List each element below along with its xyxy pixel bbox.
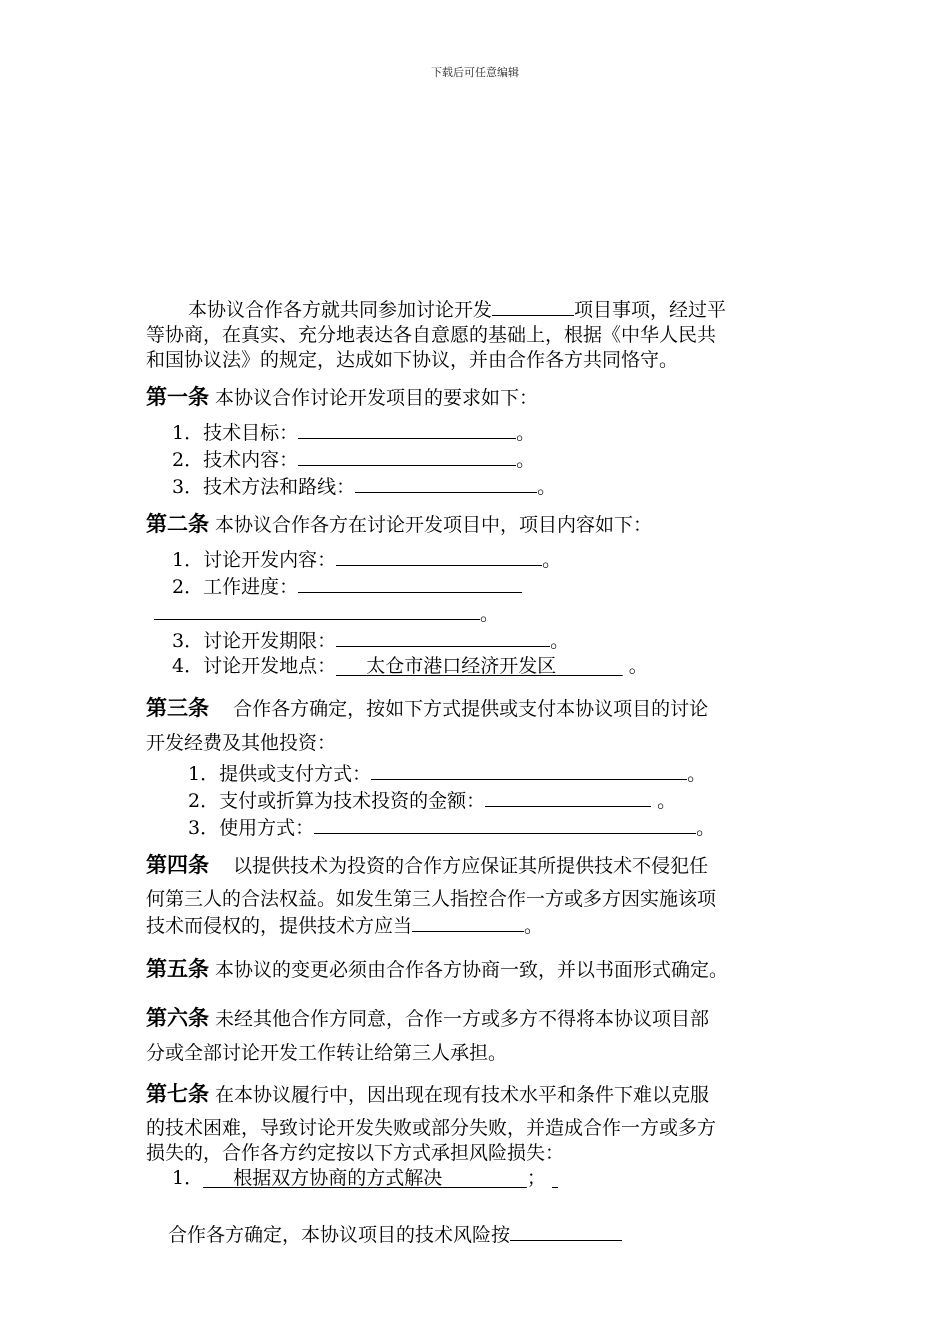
tech-content-blank[interactable] [298, 446, 516, 466]
article-title: 第七条 [146, 1082, 209, 1106]
intro-text: 等协商，在真实、充分地表达各自意愿的基础上，根据《中华人民共 [146, 324, 717, 346]
list-item: 2．支付或折算为技术投资的金额： 。 [146, 787, 826, 814]
article-text: 何第三人的合法权益。如发生第三人指控合作一方或多方因实施该项 [146, 888, 717, 910]
intro-text: 和国协议法》的规定，达成如下协议，并由合作各方共同恪守。 [146, 349, 679, 371]
article-title: 第三条 [146, 696, 209, 720]
intro-paragraph [146, 296, 826, 373]
list-item: 3．技术方法和路线： 。 [146, 473, 826, 500]
article-7-cont [146, 1116, 826, 1166]
agreement-body [146, 296, 826, 1248]
risk-share-blank[interactable] [510, 1221, 622, 1241]
payment-method-blank[interactable] [371, 760, 687, 780]
article-4-cont: 何第三人的合法权益。如发生第三人指控合作一方或多方因实施该项 技术而侵权的，提供技术方应当 。 [146, 888, 717, 937]
article-6 [146, 1001, 826, 1070]
tech-goal-blank[interactable] [298, 419, 516, 439]
list-item-continuation: 。 [146, 600, 826, 627]
article-text: 本协议合作讨论开发项目的要求如下： [215, 387, 539, 409]
closing-line [146, 1221, 826, 1248]
article-1 [146, 385, 826, 411]
list-item: 1． 根据双方协商的方式解决 ； [172, 1167, 546, 1189]
dev-location-value[interactable]: 太仓市港口经济开发区 [366, 655, 557, 677]
page-header-note: 下载后可任意编辑 [431, 66, 519, 79]
intro-text: 项目事项，经过平 [574, 299, 727, 321]
work-progress-blank-2[interactable] [154, 600, 480, 620]
closing-text: 合作各方确定，本协议项目的技术风险按 [168, 1224, 511, 1246]
list-item: 2．工作进度： [146, 573, 826, 600]
article-text: 的技术困难，导致讨论开发失败或部分失败，并造成合作一方或多方 [146, 1117, 717, 1139]
article-2 [146, 512, 826, 538]
list-item: 3．使用方式： 。 [146, 814, 826, 841]
list-item: 3．讨论开发期限： 。 [146, 627, 826, 654]
article-title: 第五条 [146, 957, 209, 981]
article-text: 损失的，合作各方约定按以下方式承担风险损失： [146, 1142, 565, 1164]
tech-method-blank[interactable] [355, 473, 537, 493]
list-item: 1．提供或支付方式： 。 [146, 760, 826, 787]
article-title: 第四条 [146, 853, 209, 877]
project-name-blank[interactable] [492, 296, 574, 316]
article-7 [146, 1082, 826, 1108]
payment-amount-blank[interactable] [485, 787, 651, 807]
article-4 [146, 853, 826, 879]
dev-content-blank[interactable] [336, 546, 542, 566]
article-text: 在本协议履行中，因出现在现有技术水平和条件下难以克服 [215, 1084, 710, 1106]
list-item: 1．讨论开发内容： 。 [146, 546, 826, 573]
article-text: 本协议的变更必须由合作各方协商一致，并以书面形式确定。 [215, 959, 729, 981]
liability-blank[interactable] [412, 912, 524, 932]
article-text: 本协议合作各方在讨论开发项目中，项目内容如下： [215, 514, 653, 536]
article-text: 未经其他合作方同意，合作一方或多方不得将本协议项目部 [215, 1008, 710, 1030]
usage-method-blank[interactable] [314, 814, 696, 834]
article-title: 第六条 [146, 1006, 209, 1030]
dev-period-blank[interactable] [336, 627, 550, 647]
article-5 [146, 957, 826, 983]
article-title: 第二条 [146, 512, 209, 536]
article-title: 第一条 [146, 385, 209, 409]
article-text: 合作各方确定，按如下方式提供或支付本协议项目的讨论 [233, 698, 709, 720]
article-text: 以提供技术为投资的合作方应保证其所提供技术不侵犯任 [233, 855, 709, 877]
work-progress-blank[interactable] [298, 573, 522, 593]
article-3 [146, 691, 826, 760]
list-item: 4．讨论开发地点： 太仓市港口经济开发区 。 [172, 655, 648, 677]
article-text: 技术而侵权的，提供技术方应当 [146, 915, 413, 937]
intro-text: 本协议合作各方就共同参加讨论开发 [188, 299, 493, 321]
list-item: 1．技术目标： 。 [146, 419, 826, 446]
article-text: 分或全部讨论开发工作转让给第三人承担。 [146, 1042, 508, 1064]
list-item: 2．技术内容： 。 [146, 446, 826, 473]
risk-method-value[interactable]: 根据双方协商的方式解决 [233, 1167, 443, 1189]
article-text: 开发经费及其他投资： [146, 732, 337, 754]
